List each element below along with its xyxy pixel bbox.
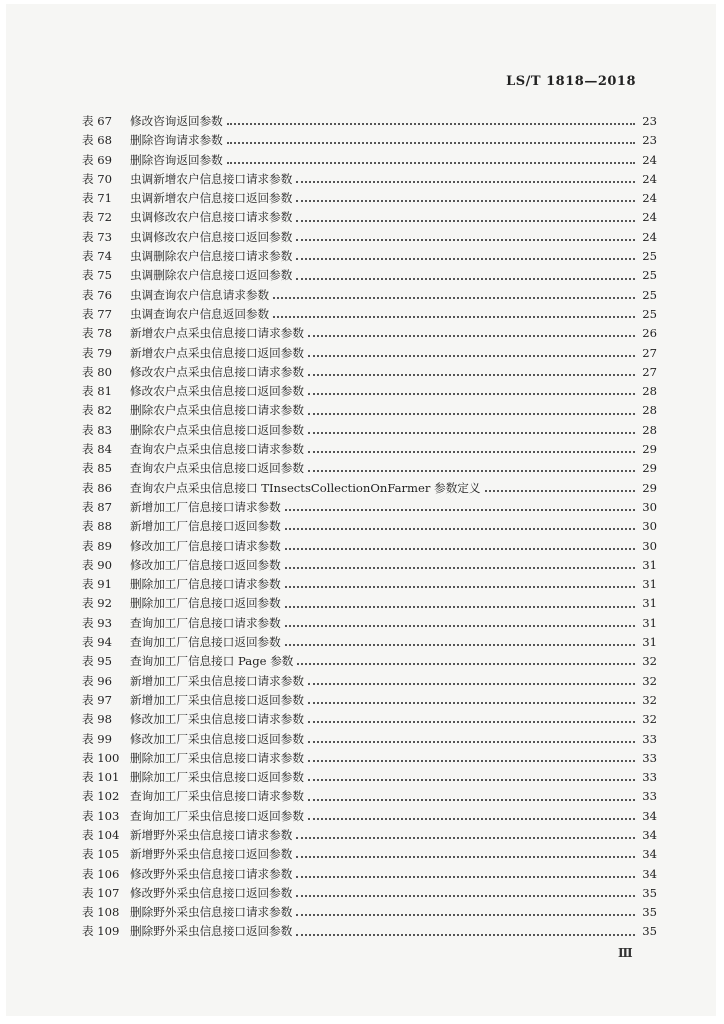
toc-entry-page: 24 bbox=[642, 171, 657, 186]
toc-entry-number: 表 96 bbox=[82, 673, 113, 688]
toc-entry-title: 删除野外采虫信息接口请求参数 bbox=[130, 905, 293, 920]
toc-entry-number: 表 71 bbox=[82, 191, 113, 206]
toc-entry-number: 表 95 bbox=[82, 654, 113, 669]
toc-entry-title: 删除野外采虫信息接口返回参数 bbox=[130, 924, 293, 939]
toc-entry bbox=[82, 112, 657, 131]
toc-entry bbox=[82, 768, 657, 787]
dot-leader bbox=[296, 199, 635, 202]
toc-entry-page: 34 bbox=[642, 808, 657, 823]
toc-entry bbox=[82, 691, 657, 710]
toc-entry bbox=[82, 652, 657, 671]
toc-entry-page: 32 bbox=[642, 712, 657, 727]
dot-leader bbox=[285, 566, 635, 569]
toc-entry-page: 29 bbox=[642, 480, 657, 495]
toc-entry-page: 34 bbox=[642, 866, 657, 881]
toc-entry-title: 删除加工厂信息接口请求参数 bbox=[130, 577, 281, 592]
toc-entry-number: 表 72 bbox=[82, 210, 113, 225]
toc-entry-number: 表 101 bbox=[82, 770, 120, 785]
toc-entry bbox=[82, 131, 657, 150]
toc-entry bbox=[82, 479, 657, 498]
toc-entry bbox=[82, 594, 657, 613]
toc-entry bbox=[82, 807, 657, 826]
toc-entry-title: 查询农户点采虫信息接口返回参数 bbox=[130, 461, 304, 476]
dot-leader bbox=[485, 489, 636, 492]
toc-entry bbox=[82, 730, 657, 749]
dot-leader bbox=[296, 219, 635, 222]
toc-entry-number: 表 89 bbox=[82, 538, 113, 553]
toc-entry-number: 表 79 bbox=[82, 345, 113, 360]
dot-leader bbox=[296, 875, 635, 878]
dot-leader bbox=[308, 798, 635, 801]
toc-entry bbox=[82, 903, 657, 922]
toc-entry-title: 查询加工厂信息接口请求参数 bbox=[130, 615, 281, 630]
toc-entry-title: 修改野外采虫信息接口请求参数 bbox=[130, 866, 293, 881]
toc-entry-page: 35 bbox=[642, 885, 657, 900]
toc-entry-number: 表 86 bbox=[82, 480, 113, 495]
toc-entry-title: 新增农户点采虫信息接口返回参数 bbox=[130, 345, 304, 360]
toc-entry bbox=[82, 363, 657, 382]
toc-entry-page: 35 bbox=[642, 905, 657, 920]
toc-entry bbox=[82, 884, 657, 903]
toc-entry bbox=[82, 556, 657, 575]
dot-leader bbox=[273, 296, 635, 299]
toc-entry-page: 28 bbox=[642, 403, 657, 418]
toc-entry-page: 31 bbox=[642, 596, 657, 611]
dot-leader bbox=[296, 933, 635, 936]
toc-entry-number: 表 97 bbox=[82, 692, 113, 707]
toc-entry bbox=[82, 305, 657, 324]
toc-entry-page: 33 bbox=[642, 750, 657, 765]
toc-entry bbox=[82, 498, 657, 517]
toc-entry-title: 新增加工厂采虫信息接口请求参数 bbox=[130, 673, 304, 688]
dot-leader bbox=[308, 392, 635, 395]
toc-entry bbox=[82, 922, 657, 941]
toc-entry-number: 表 100 bbox=[82, 750, 120, 765]
toc-entry-title: 虫调新增农户信息接口返回参数 bbox=[130, 191, 293, 206]
toc-entry-title: 虫调删除农户信息接口返回参数 bbox=[130, 268, 293, 283]
toc-entry bbox=[82, 845, 657, 864]
dot-leader bbox=[285, 585, 635, 588]
toc-entry-page: 32 bbox=[642, 654, 657, 669]
toc-entry-title: 修改加工厂采虫信息接口请求参数 bbox=[130, 712, 304, 727]
toc-entry-number: 表 82 bbox=[82, 403, 113, 418]
toc-entry bbox=[82, 865, 657, 884]
dot-leader bbox=[308, 701, 635, 704]
dot-leader bbox=[285, 547, 635, 550]
toc-entry-title: 查询加工厂采虫信息接口返回参数 bbox=[130, 808, 304, 823]
toc-entry-number: 表 88 bbox=[82, 519, 113, 534]
toc-entry-number: 表 91 bbox=[82, 577, 113, 592]
toc-entry-title: 修改加工厂信息接口返回参数 bbox=[130, 557, 281, 572]
toc-entry-page: 25 bbox=[642, 268, 657, 283]
dot-leader bbox=[308, 720, 635, 723]
toc-entry-title: 新增野外采虫信息接口请求参数 bbox=[130, 827, 293, 842]
dot-leader bbox=[308, 682, 635, 685]
dot-leader bbox=[308, 431, 635, 434]
toc-entry-title: 修改加工厂采虫信息接口返回参数 bbox=[130, 731, 304, 746]
table-of-contents-list bbox=[82, 112, 657, 942]
dot-leader bbox=[308, 354, 635, 357]
toc-entry-number: 表 69 bbox=[82, 152, 113, 167]
toc-entry-number: 表 78 bbox=[82, 326, 113, 341]
toc-entry-title: 删除咨询请求参数 bbox=[130, 133, 223, 148]
toc-entry bbox=[82, 710, 657, 729]
dot-leader bbox=[296, 180, 635, 183]
toc-entry-page: 27 bbox=[642, 345, 657, 360]
toc-entry-title: 虫调修改农户信息接口返回参数 bbox=[130, 229, 293, 244]
toc-entry-number: 表 84 bbox=[82, 442, 113, 457]
dot-leader bbox=[308, 373, 635, 376]
toc-entry-number: 表 94 bbox=[82, 635, 113, 650]
toc-entry-page: 34 bbox=[642, 827, 657, 842]
dot-leader bbox=[308, 469, 635, 472]
dot-leader bbox=[296, 913, 635, 916]
toc-entry-title: 修改加工厂信息接口请求参数 bbox=[130, 538, 281, 553]
toc-entry-title: 删除加工厂采虫信息接口返回参数 bbox=[130, 770, 304, 785]
toc-entry-number: 表 80 bbox=[82, 364, 113, 379]
toc-entry-page: 28 bbox=[642, 384, 657, 399]
toc-entry-page: 30 bbox=[642, 499, 657, 514]
page-number: Ⅲ bbox=[618, 946, 633, 960]
toc-entry-title: 虫调新增农户信息接口请求参数 bbox=[130, 171, 293, 186]
toc-entry-title: 新增加工厂信息接口返回参数 bbox=[130, 519, 281, 534]
toc-entry-page: 24 bbox=[642, 210, 657, 225]
toc-entry-number: 表 85 bbox=[82, 461, 113, 476]
toc-entry-title: 修改农户点采虫信息接口返回参数 bbox=[130, 384, 304, 399]
toc-entry-title: 查询加工厂信息接口返回参数 bbox=[130, 635, 281, 650]
toc-entry-title: 虫调修改农户信息接口请求参数 bbox=[130, 210, 293, 225]
dot-leader bbox=[296, 257, 635, 260]
toc-entry-title: 新增加工厂采虫信息接口返回参数 bbox=[130, 692, 304, 707]
toc-entry-page: 31 bbox=[642, 615, 657, 630]
toc-entry bbox=[82, 537, 657, 556]
dot-leader bbox=[296, 277, 635, 280]
toc-entry-page: 34 bbox=[642, 847, 657, 862]
toc-entry-number: 表 98 bbox=[82, 712, 113, 727]
toc-entry-page: 32 bbox=[642, 692, 657, 707]
toc-entry-number: 表 93 bbox=[82, 615, 113, 630]
toc-entry-title: 修改野外采虫信息接口返回参数 bbox=[130, 885, 293, 900]
toc-entry bbox=[82, 401, 657, 420]
toc-entry-number: 表 106 bbox=[82, 866, 120, 881]
dot-leader bbox=[308, 334, 635, 337]
toc-entry-number: 表 76 bbox=[82, 287, 113, 302]
dot-leader bbox=[308, 817, 635, 820]
dot-leader bbox=[227, 141, 635, 144]
toc-entry-title: 虫调删除农户信息接口请求参数 bbox=[130, 249, 293, 264]
toc-entry bbox=[82, 266, 657, 285]
toc-entry-page: 29 bbox=[642, 461, 657, 476]
toc-entry-number: 表 104 bbox=[82, 827, 120, 842]
toc-entry-number: 表 103 bbox=[82, 808, 120, 823]
toc-entry-title: 删除农户点采虫信息接口返回参数 bbox=[130, 422, 304, 437]
toc-entry bbox=[82, 382, 657, 401]
toc-entry bbox=[82, 517, 657, 536]
toc-entry-page: 30 bbox=[642, 519, 657, 534]
toc-entry-title: 查询加工厂信息接口 Page 参数 bbox=[130, 654, 294, 669]
toc-entry-number: 表 83 bbox=[82, 422, 113, 437]
toc-entry-page: 25 bbox=[642, 306, 657, 321]
toc-entry-number: 表 73 bbox=[82, 229, 113, 244]
toc-entry-number: 表 87 bbox=[82, 499, 113, 514]
toc-entry bbox=[82, 575, 657, 594]
toc-entry-title: 虫调查询农户信息返回参数 bbox=[130, 306, 270, 321]
toc-entry-number: 表 68 bbox=[82, 133, 113, 148]
toc-entry-title: 新增农户点采虫信息接口请求参数 bbox=[130, 326, 304, 341]
toc-entry-page: 30 bbox=[642, 538, 657, 553]
toc-entry-number: 表 102 bbox=[82, 789, 120, 804]
toc-entry-page: 25 bbox=[642, 249, 657, 264]
toc-entry bbox=[82, 787, 657, 806]
toc-entry bbox=[82, 247, 657, 266]
toc-entry-page: 29 bbox=[642, 442, 657, 457]
toc-entry-number: 表 67 bbox=[82, 114, 113, 128]
toc-entry-number: 表 99 bbox=[82, 731, 113, 746]
dot-leader bbox=[285, 624, 635, 627]
toc-entry-page: 27 bbox=[642, 364, 657, 379]
toc-entry-page: 24 bbox=[642, 229, 657, 244]
toc-entry-number: 表 107 bbox=[82, 885, 120, 900]
toc-entry bbox=[82, 324, 657, 343]
toc-entry-title: 删除加工厂信息接口返回参数 bbox=[130, 596, 281, 611]
standard-code: LS/T 1818—2018 bbox=[506, 74, 636, 89]
toc-entry bbox=[82, 749, 657, 768]
toc-entry bbox=[82, 421, 657, 440]
toc-entry-number: 表 92 bbox=[82, 596, 113, 611]
toc-entry bbox=[82, 614, 657, 633]
toc-entry-title: 查询农户点采虫信息接口请求参数 bbox=[130, 442, 304, 457]
toc-entry bbox=[82, 170, 657, 189]
dot-leader bbox=[285, 527, 635, 530]
dot-leader bbox=[296, 894, 635, 897]
dot-leader bbox=[227, 122, 635, 125]
toc-entry-page: 23 bbox=[642, 133, 657, 148]
toc-entry bbox=[82, 826, 657, 845]
toc-entry-page: 33 bbox=[642, 789, 657, 804]
toc-entry-page: 32 bbox=[642, 673, 657, 688]
toc-entry-title: 新增野外采虫信息接口返回参数 bbox=[130, 847, 293, 862]
dot-leader bbox=[296, 238, 635, 241]
toc-entry-page: 33 bbox=[642, 770, 657, 785]
toc-entry-page: 26 bbox=[642, 326, 657, 341]
document-page bbox=[6, 4, 716, 1016]
toc-entry bbox=[82, 286, 657, 305]
toc-entry-number: 表 77 bbox=[82, 306, 113, 321]
toc-entry bbox=[82, 440, 657, 459]
toc-entry-title: 删除加工厂采虫信息接口请求参数 bbox=[130, 750, 304, 765]
dot-leader bbox=[296, 855, 635, 858]
toc-entry-number: 表 70 bbox=[82, 171, 113, 186]
toc-entry-number: 表 75 bbox=[82, 268, 113, 283]
toc-entry bbox=[82, 672, 657, 691]
toc-entry-page: 31 bbox=[642, 577, 657, 592]
toc-entry bbox=[82, 459, 657, 478]
toc-entry-title: 删除农户点采虫信息接口请求参数 bbox=[130, 403, 304, 418]
toc-entry-page: 33 bbox=[642, 731, 657, 746]
toc-entry-number: 表 81 bbox=[82, 384, 113, 399]
toc-entry-page: 24 bbox=[642, 152, 657, 167]
dot-leader bbox=[308, 759, 635, 762]
dot-leader bbox=[285, 643, 635, 646]
toc-entry-title: 修改咨询返回参数 bbox=[130, 114, 223, 128]
toc-entry bbox=[82, 228, 657, 247]
dot-leader bbox=[297, 662, 635, 665]
dot-leader bbox=[308, 412, 635, 415]
toc-entry-page: 23 bbox=[642, 114, 657, 128]
toc-entry-title: 删除咨询返回参数 bbox=[130, 152, 223, 167]
toc-entry-title: 查询农户点采虫信息接口 TInsectsCollectionOnFarmer 参数定义 bbox=[130, 480, 481, 495]
toc-entry-title: 修改农户点采虫信息接口请求参数 bbox=[130, 364, 304, 379]
dot-leader bbox=[308, 778, 635, 781]
dot-leader bbox=[273, 315, 635, 318]
toc-entry-page: 35 bbox=[642, 924, 657, 939]
toc-entry-page: 25 bbox=[642, 287, 657, 302]
dot-leader bbox=[296, 836, 635, 839]
toc-entry-number: 表 105 bbox=[82, 847, 120, 862]
toc-entry-title: 新增加工厂信息接口请求参数 bbox=[130, 499, 281, 514]
toc-entry bbox=[82, 633, 657, 652]
toc-entry-number: 表 74 bbox=[82, 249, 113, 264]
dot-leader bbox=[227, 161, 635, 164]
toc-entry-page: 24 bbox=[642, 191, 657, 206]
toc-entry bbox=[82, 344, 657, 363]
dot-leader bbox=[308, 450, 635, 453]
toc-entry-title: 虫调查询农户信息请求参数 bbox=[130, 287, 270, 302]
toc-entry-number: 表 90 bbox=[82, 557, 113, 572]
dot-leader bbox=[285, 508, 635, 511]
dot-leader bbox=[308, 740, 635, 743]
toc-entry bbox=[82, 189, 657, 208]
dot-leader bbox=[285, 605, 635, 608]
toc-entry-page: 31 bbox=[642, 557, 657, 572]
toc-entry bbox=[82, 208, 657, 227]
toc-entry bbox=[82, 151, 657, 170]
toc-entry-title: 查询加工厂采虫信息接口请求参数 bbox=[130, 789, 304, 804]
toc-entry-number: 表 108 bbox=[82, 905, 120, 920]
toc-entry-page: 28 bbox=[642, 422, 657, 437]
toc-entry-number: 表 109 bbox=[82, 924, 120, 939]
toc-entry-page: 31 bbox=[642, 635, 657, 650]
